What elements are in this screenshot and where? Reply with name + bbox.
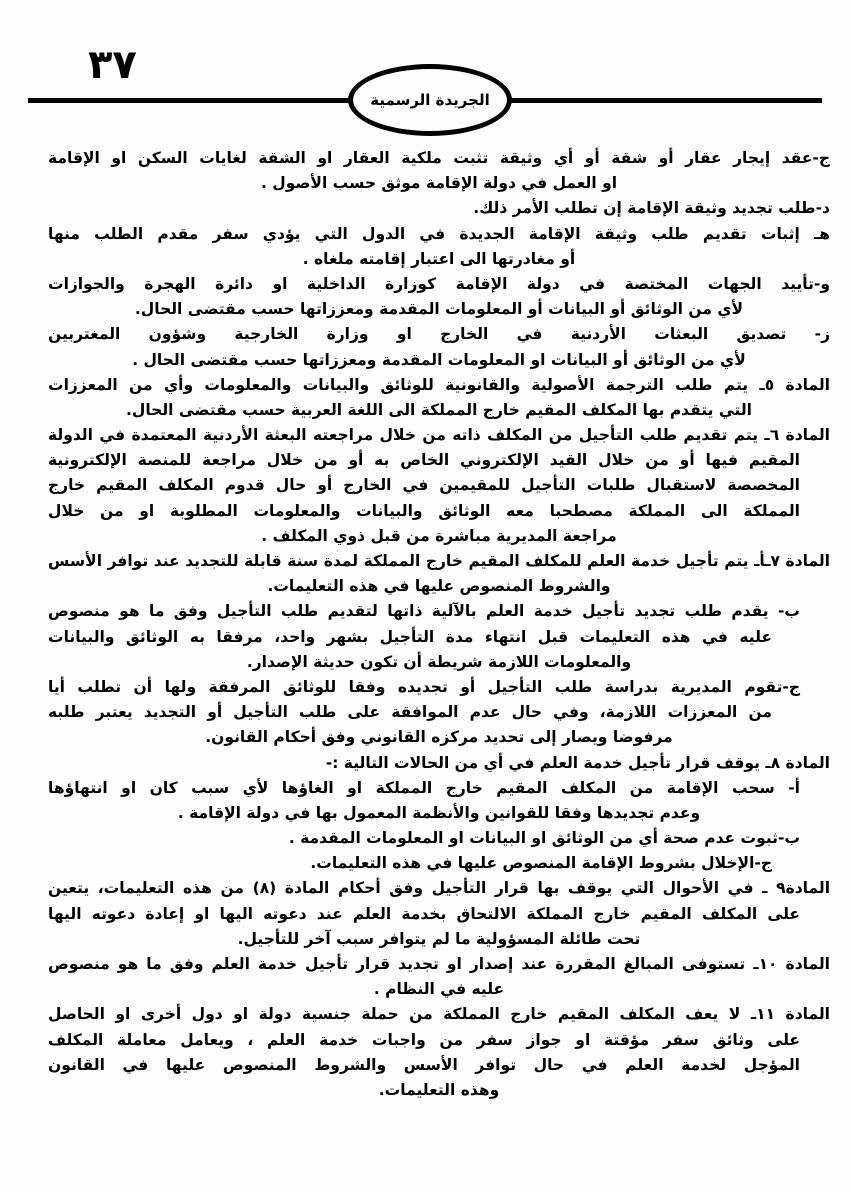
text-line: ب-ثبوت عدم صحة أي من الوثائق او البيانات او المعلومات المقدمة . [288,829,800,848]
text-line: أ- سحب الإقامة من المكلف المقيم خارج المملكة او الغاؤها لأي سبب كان او انتهاؤها [48,778,800,797]
text-line: أو مغادرتها الى اعتبار إقامته ملغاه . [302,249,576,268]
text-line: ز- تصديق البعثات الأردنية في الخارج او وزارة الخارجية وشؤون المغتربين [48,325,830,344]
text-line: المؤجل لخدمة العلم في حال توافر الأسس والشروط المنصوص عليها في القانون [48,1055,800,1074]
page-number: ٣٧ [88,42,137,88]
text-line: المادة ٧ـأـ يتم تأجيل خدمة العلم للمكلف المقيم خارج المملكة لمدة سنة قابلة للتجديد عند توافر الأسس [48,552,830,570]
text-line: مراجعة المديرية مباشرة من قبل ذوي المكلف . [261,526,617,545]
gazette-title: الجريدة الرسمية [370,91,490,109]
gazette-title-oval [348,64,512,136]
text-line: د-طلب تجديد وثيقة الإقامة إن تطلب الأمر ذلك. [473,199,830,218]
text-line: مرفوضا ويصار إلى تحديد مركزه القانوني وفق أحكام القانون. [205,728,673,747]
text-line: ج-عقد إيجار عقار أو شقة أو أي وثيقة تثبت ملكية العقار او الشقة لغايات السكن او الإقامة [48,149,830,167]
text-line: عليه في هذه التعليمات قبل انتهاء مدة التأجيل بشهر واحد، مرفقا به الوثائق والبيانات [48,627,772,646]
text-line: والشروط المنصوص عليها في هذه التعليمات. [267,577,611,596]
text-line: لأي من الوثائق أو البيانات أو المعلومات المقدمة ومعززاتها حسب مقتضى الحال. [134,300,744,319]
text-line: المادة ١١ـ لا يعف المكلف المقيم خارج المملكة من حملة جنسية دولة او دول أخرى او الحاصل [48,1005,830,1024]
text-line: لأي من الوثائق أو البيانات او المعلومات المقدمة ومعززاتها حسب مقتضى الحال . [132,350,746,369]
text-line: على المكلف المقيم خارج المملكة الالتحاق بخدمة العلم عند دعوته اليها او إعادة دعوته اليها [48,904,800,923]
text-line: او العمل في دولة الإقامة موثق حسب الأصول . [260,174,618,193]
text-line: المقيم فيها أو من خلال القيد الإلكتروني الخاص به أو من خلال مراجعة للمنصة الإلكترونية [48,451,800,470]
text-line: من المعززات اللازمة، وفي حال عدم الموافقة على طلب التأجيل أو التجديد يعتبر طلبه [48,703,772,722]
text-line: المخصصة لاستقبال طلبات التأجيل للمقيمين في الخارج أو حال قدوم المكلف المقيم خارج [48,476,800,495]
text-line: المادة ٥ـ يتم طلب الترجمة الأصولية والقانونية للوثائق والبيانات والمعلومات وأي من المعززات [48,375,830,394]
text-line: وعدم تجديدها وفقا للقوانين والأنظمة المعمول بها في دولة الإقامة . [177,803,701,822]
text-line: ب- يقدم طلب تجديد تأجيل خدمة العلم بالآلية ذاتها لتقديم طلب التأجيل وفق ما هو منصوص [48,602,800,621]
text-line: المادة ١٠ـ تستوفى المبالغ المقررة عند إصدار او تجديد قرار تأجيل خدمة العلم وفق ما هو منصوص [48,955,830,973]
text-line: تحت طائلة المسؤولية ما لم يتوافر سبب آخر للتأجيل. [237,929,641,948]
text-line: المادة ٨ـ يوقف قرار تأجيل خدمة العلم في أي من الحالات التالية :- [325,753,830,772]
text-line: هـ إثبات تقديم طلب وثيقة الإقامة الجديدة في الدول التي يؤدي سفر مقدم الطلب منها [48,224,830,243]
text-line: وهذه التعليمات. [378,1080,500,1099]
document-body [48,146,830,1103]
text-line: عليه في النظام . [373,980,505,999]
text-line: المادة ٦ـ يتم تقديم طلب التأجيل من المكلف ذاته من خلال مراجعته البعثة الأردنية المعتمدة في الدولة [48,426,830,445]
text-line: ج-تقوم المديرية بدراسة طلب التأجيل أو تجديده وفقا للوثائق المرفقة ولها أن تطلب أيا [48,677,800,696]
text-line: المملكة الى المملكة مصطحبا معه الوثائق والبيانات والمعلومات المطلوبة او من خلال [48,501,800,520]
text-line: المادة٩ ـ في الأحوال التي يوقف بها قرار التأجيل وفق أحكام المادة (٨) من هذه التعليمات، يتعين [48,879,830,898]
text-line: على وثائق سفر مؤقتة او جواز سفر من واجبات خدمة العلم ، ويعامل معاملة المكلف [48,1030,800,1049]
text-line: ج-الإخلال بشروط الإقامة المنصوص عليها في هذه التعليمات. [310,854,772,873]
text-line: التي يتقدم بها المكلف المقيم خارج المملكة الى اللغة العربية حسب مقتضى الحال. [126,400,752,419]
text-line: و-تأييد الجهات المختصة في دولة الإقامة كوزارة الداخلية او دائرة الهجرة والجوازات [48,274,830,293]
text-line: والمعلومات اللازمة شريطة أن تكون حديثة الإصدار. [246,652,632,671]
